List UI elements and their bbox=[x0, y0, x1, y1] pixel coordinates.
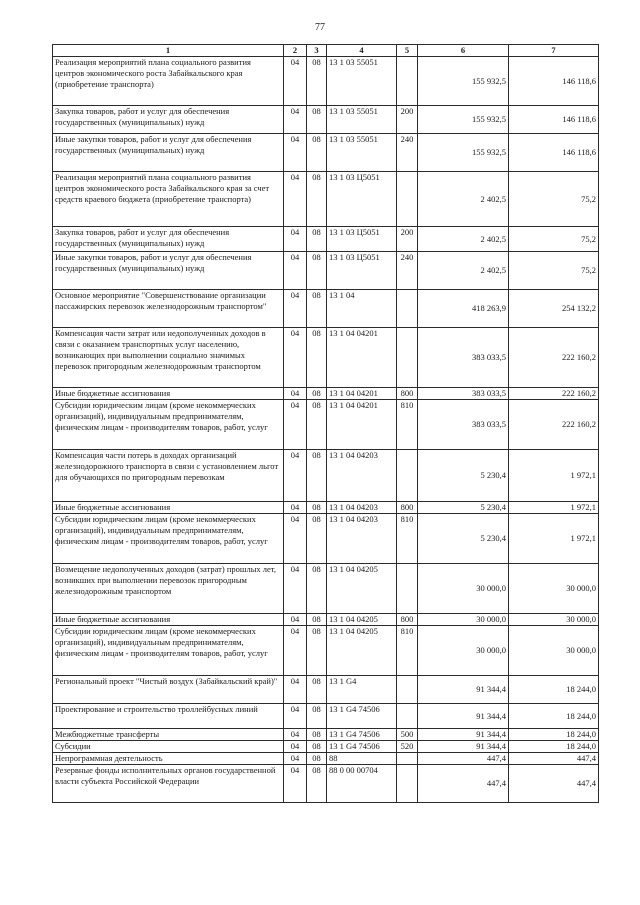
expense-type-code: 520 bbox=[397, 741, 418, 753]
subsection-code: 08 bbox=[307, 614, 327, 626]
amount-col6: 91 344,4 bbox=[418, 704, 509, 729]
row-label: Непрограммная деятельность bbox=[53, 753, 284, 765]
table-row bbox=[53, 252, 599, 290]
section-code: 04 bbox=[284, 704, 307, 729]
subsection-code: 08 bbox=[307, 388, 327, 400]
subsection-code: 08 bbox=[307, 704, 327, 729]
column-header: 6 bbox=[418, 45, 509, 57]
row-label: Проектирование и строительство троллейбусных линий bbox=[53, 704, 284, 729]
subsection-code: 08 bbox=[307, 514, 327, 564]
section-code: 04 bbox=[284, 106, 307, 134]
section-code: 04 bbox=[284, 400, 307, 450]
row-label: Реализация мероприятий плана социального развития центров экономического роста Забайкальского края за счет средств краевого бюджета (приобретение транспорта) bbox=[53, 172, 284, 227]
section-code: 04 bbox=[284, 290, 307, 328]
section-code: 04 bbox=[284, 741, 307, 753]
expense-type-code bbox=[397, 704, 418, 729]
row-label: Иные бюджетные ассигнования bbox=[53, 614, 284, 626]
section-code: 04 bbox=[284, 328, 307, 388]
table-row bbox=[53, 564, 599, 614]
section-code: 04 bbox=[284, 252, 307, 290]
expense-type-code bbox=[397, 172, 418, 227]
target-article-code: 13 1 04 bbox=[327, 290, 397, 328]
expense-type-code: 810 bbox=[397, 514, 418, 564]
section-code: 04 bbox=[284, 227, 307, 252]
table-row bbox=[53, 502, 599, 514]
row-label: Субсидии юридическим лицам (кроме некоммерческих организаций), индивидуальным предпринимателям, физическим лицам - производителям товаров, работ, услуг bbox=[53, 400, 284, 450]
amount-col6: 2 402,5 bbox=[418, 252, 509, 290]
row-label: Региональный проект "Чистый воздух (Забайкальский край)" bbox=[53, 676, 284, 704]
amount-col6: 447,4 bbox=[418, 753, 509, 765]
column-header: 5 bbox=[397, 45, 418, 57]
subsection-code: 08 bbox=[307, 227, 327, 252]
target-article-code: 13 1 03 Ц5051 bbox=[327, 172, 397, 227]
target-article-code: 13 1 04 04205 bbox=[327, 626, 397, 676]
target-article-code: 13 1 04 04201 bbox=[327, 328, 397, 388]
amount-col7: 146 118,6 bbox=[509, 134, 599, 172]
amount-col6: 30 000,0 bbox=[418, 614, 509, 626]
table-row bbox=[53, 676, 599, 704]
subsection-code: 08 bbox=[307, 753, 327, 765]
subsection-code: 08 bbox=[307, 252, 327, 290]
row-label: Реализация мероприятий плана социального развития центров экономического роста Забайкальского края (приобретение транспорта) bbox=[53, 57, 284, 106]
row-label: Иные закупки товаров, работ и услуг для обеспечения государственных (муниципальных) нужд bbox=[53, 134, 284, 172]
section-code: 04 bbox=[284, 676, 307, 704]
subsection-code: 08 bbox=[307, 450, 327, 502]
target-article-code: 13 1 04 04201 bbox=[327, 400, 397, 450]
expense-type-code: 500 bbox=[397, 729, 418, 741]
amount-col7: 75,2 bbox=[509, 227, 599, 252]
amount-col7: 254 132,2 bbox=[509, 290, 599, 328]
target-article-code: 13 1 04 04201 bbox=[327, 388, 397, 400]
expense-type-code: 810 bbox=[397, 400, 418, 450]
amount-col6: 155 932,5 bbox=[418, 57, 509, 106]
table-row bbox=[53, 729, 599, 741]
subsection-code: 08 bbox=[307, 400, 327, 450]
amount-col7: 222 160,2 bbox=[509, 388, 599, 400]
table-row bbox=[53, 106, 599, 134]
table-row bbox=[53, 172, 599, 227]
subsection-code: 08 bbox=[307, 106, 327, 134]
subsection-code: 08 bbox=[307, 741, 327, 753]
row-label: Закупка товаров, работ и услуг для обеспечения государственных (муниципальных) нужд bbox=[53, 227, 284, 252]
row-label: Субсидии юридическим лицам (кроме некоммерческих организаций), индивидуальным предпринимателям, физическим лицам - производителям товаров, работ, услуг bbox=[53, 626, 284, 676]
table-row bbox=[53, 57, 599, 106]
expense-type-code bbox=[397, 290, 418, 328]
section-code: 04 bbox=[284, 388, 307, 400]
expense-type-code bbox=[397, 765, 418, 803]
target-article-code: 13 1 04 04203 bbox=[327, 514, 397, 564]
amount-col7: 18 244,0 bbox=[509, 704, 599, 729]
subsection-code: 08 bbox=[307, 134, 327, 172]
target-article-code: 13 1 G4 74506 bbox=[327, 741, 397, 753]
subsection-code: 08 bbox=[307, 676, 327, 704]
budget-table bbox=[52, 44, 599, 803]
row-label: Субсидии юридическим лицам (кроме некоммерческих организаций), индивидуальным предпринимателям, физическим лицам - производителям товаров, работ, услуг bbox=[53, 514, 284, 564]
section-code: 04 bbox=[284, 765, 307, 803]
subsection-code: 08 bbox=[307, 626, 327, 676]
section-code: 04 bbox=[284, 564, 307, 614]
amount-col6: 2 402,5 bbox=[418, 172, 509, 227]
table-row bbox=[53, 134, 599, 172]
expense-type-code: 810 bbox=[397, 626, 418, 676]
target-article-code: 13 1 03 Ц5051 bbox=[327, 227, 397, 252]
target-article-code: 13 1 G4 74506 bbox=[327, 729, 397, 741]
amount-col6: 418 263,9 bbox=[418, 290, 509, 328]
section-code: 04 bbox=[284, 134, 307, 172]
subsection-code: 08 bbox=[307, 564, 327, 614]
section-code: 04 bbox=[284, 57, 307, 106]
row-label: Резервные фонды исполнительных органов государственной власти субъекта Российской Федерации bbox=[53, 765, 284, 803]
target-article-code: 13 1 G4 bbox=[327, 676, 397, 704]
subsection-code: 08 bbox=[307, 502, 327, 514]
target-article-code: 13 1 G4 74506 bbox=[327, 704, 397, 729]
expense-type-code: 200 bbox=[397, 106, 418, 134]
section-code: 04 bbox=[284, 514, 307, 564]
expense-type-code bbox=[397, 57, 418, 106]
target-article-code: 13 1 03 Ц5051 bbox=[327, 252, 397, 290]
amount-col6: 30 000,0 bbox=[418, 626, 509, 676]
row-label: Возмещение недополученных доходов (затрат) прошлых лет, возникших при выполнении перевозок пригородным железнодорожным транспортом bbox=[53, 564, 284, 614]
amount-col7: 447,4 bbox=[509, 765, 599, 803]
target-article-code: 13 1 03 55051 bbox=[327, 106, 397, 134]
table-row bbox=[53, 765, 599, 803]
amount-col7: 1 972,1 bbox=[509, 450, 599, 502]
row-label: Основное мероприятие "Совершенствование организации пассажирских перевозок железнодорожным транспортом" bbox=[53, 290, 284, 328]
row-label: Иные бюджетные ассигнования bbox=[53, 388, 284, 400]
amount-col7: 30 000,0 bbox=[509, 626, 599, 676]
column-header: 4 bbox=[327, 45, 397, 57]
amount-col6: 155 932,5 bbox=[418, 106, 509, 134]
table-body bbox=[53, 57, 599, 803]
target-article-code: 13 1 04 04205 bbox=[327, 614, 397, 626]
row-label: Иные бюджетные ассигнования bbox=[53, 502, 284, 514]
subsection-code: 08 bbox=[307, 172, 327, 227]
expense-type-code bbox=[397, 753, 418, 765]
amount-col7: 18 244,0 bbox=[509, 676, 599, 704]
amount-col6: 91 344,4 bbox=[418, 676, 509, 704]
table-header-row bbox=[53, 45, 599, 57]
amount-col7: 222 160,2 bbox=[509, 328, 599, 388]
row-label: Субсидии bbox=[53, 741, 284, 753]
column-header: 2 bbox=[284, 45, 307, 57]
amount-col6: 30 000,0 bbox=[418, 564, 509, 614]
section-code: 04 bbox=[284, 753, 307, 765]
section-code: 04 bbox=[284, 614, 307, 626]
expense-type-code: 240 bbox=[397, 252, 418, 290]
amount-col6: 2 402,5 bbox=[418, 227, 509, 252]
table-row bbox=[53, 290, 599, 328]
amount-col6: 383 033,5 bbox=[418, 388, 509, 400]
section-code: 04 bbox=[284, 502, 307, 514]
amount-col6: 447,4 bbox=[418, 765, 509, 803]
expense-type-code: 240 bbox=[397, 134, 418, 172]
table-row bbox=[53, 626, 599, 676]
target-article-code: 13 1 04 04203 bbox=[327, 502, 397, 514]
table-row bbox=[53, 450, 599, 502]
table-row bbox=[53, 704, 599, 729]
table-row bbox=[53, 753, 599, 765]
target-article-code: 88 0 00 00704 bbox=[327, 765, 397, 803]
expense-type-code: 800 bbox=[397, 502, 418, 514]
amount-col7: 30 000,0 bbox=[509, 564, 599, 614]
amount-col7: 18 244,0 bbox=[509, 729, 599, 741]
row-label: Компенсация части потерь в доходах организаций железнодорожного транспорта в связи с установлением льгот для обучающихся по пригородным перевозкам bbox=[53, 450, 284, 502]
target-article-code: 13 1 04 04205 bbox=[327, 564, 397, 614]
table-row bbox=[53, 388, 599, 400]
expense-type-code: 800 bbox=[397, 614, 418, 626]
amount-col6: 91 344,4 bbox=[418, 729, 509, 741]
row-label: Закупка товаров, работ и услуг для обеспечения государственных (муниципальных) нужд bbox=[53, 106, 284, 134]
amount-col6: 383 033,5 bbox=[418, 400, 509, 450]
section-code: 04 bbox=[284, 626, 307, 676]
target-article-code: 13 1 04 04203 bbox=[327, 450, 397, 502]
table-row bbox=[53, 400, 599, 450]
row-label: Межбюджетные трансферты bbox=[53, 729, 284, 741]
target-article-code: 88 bbox=[327, 753, 397, 765]
table-row bbox=[53, 741, 599, 753]
target-article-code: 13 1 03 55051 bbox=[327, 134, 397, 172]
table-row bbox=[53, 514, 599, 564]
subsection-code: 08 bbox=[307, 290, 327, 328]
amount-col7: 146 118,6 bbox=[509, 106, 599, 134]
amount-col7: 75,2 bbox=[509, 172, 599, 227]
amount-col6: 5 230,4 bbox=[418, 502, 509, 514]
column-header: 3 bbox=[307, 45, 327, 57]
expense-type-code bbox=[397, 564, 418, 614]
amount-col7: 18 244,0 bbox=[509, 741, 599, 753]
expense-type-code bbox=[397, 328, 418, 388]
table-row bbox=[53, 614, 599, 626]
amount-col7: 30 000,0 bbox=[509, 614, 599, 626]
amount-col7: 146 118,6 bbox=[509, 57, 599, 106]
amount-col7: 447,4 bbox=[509, 753, 599, 765]
subsection-code: 08 bbox=[307, 57, 327, 106]
expense-type-code bbox=[397, 450, 418, 502]
column-header: 1 bbox=[53, 45, 284, 57]
table-row bbox=[53, 227, 599, 252]
column-header: 7 bbox=[509, 45, 599, 57]
amount-col6: 5 230,4 bbox=[418, 514, 509, 564]
table-row bbox=[53, 328, 599, 388]
expense-type-code bbox=[397, 676, 418, 704]
row-label: Компенсация части затрат или недополученных доходов в связи с оказанием транспортных услуг населению, возникающих при выполнении социально значимых перевозок пригородным железнодорожным транспортом bbox=[53, 328, 284, 388]
amount-col6: 155 932,5 bbox=[418, 134, 509, 172]
amount-col6: 5 230,4 bbox=[418, 450, 509, 502]
amount-col7: 222 160,2 bbox=[509, 400, 599, 450]
subsection-code: 08 bbox=[307, 765, 327, 803]
amount-col7: 75,2 bbox=[509, 252, 599, 290]
section-code: 04 bbox=[284, 172, 307, 227]
subsection-code: 08 bbox=[307, 729, 327, 741]
amount-col6: 91 344,4 bbox=[418, 741, 509, 753]
subsection-code: 08 bbox=[307, 328, 327, 388]
page-number: 77 bbox=[315, 22, 325, 33]
expense-type-code: 800 bbox=[397, 388, 418, 400]
row-label: Иные закупки товаров, работ и услуг для обеспечения государственных (муниципальных) нужд bbox=[53, 252, 284, 290]
section-code: 04 bbox=[284, 729, 307, 741]
target-article-code: 13 1 03 55051 bbox=[327, 57, 397, 106]
section-code: 04 bbox=[284, 450, 307, 502]
amount-col7: 1 972,1 bbox=[509, 514, 599, 564]
expense-type-code: 200 bbox=[397, 227, 418, 252]
amount-col6: 383 033,5 bbox=[418, 328, 509, 388]
amount-col7: 1 972,1 bbox=[509, 502, 599, 514]
